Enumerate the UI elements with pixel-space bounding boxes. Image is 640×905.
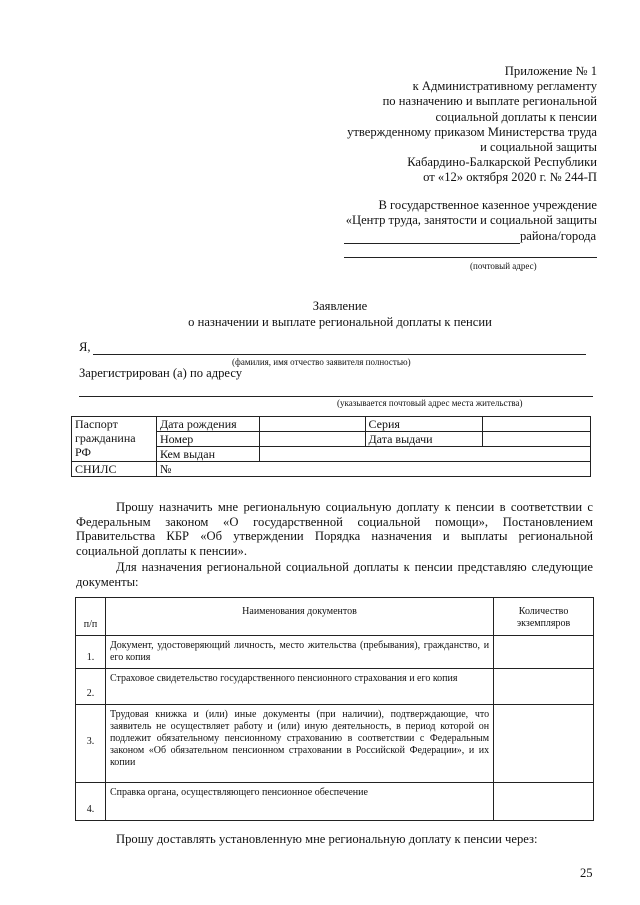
header-line: от «12» октября 2020 г. № 244-П <box>423 170 597 185</box>
name-caption: (фамилия, имя отчество заявителя полностью) <box>232 357 411 367</box>
request-text: Прошу назначить мне региональную социальную доплату к пенсии в соответствии с Федеральным законом «О государственной социальной помощи», Постановлением Правительства КБР «Об утверждении Порядка назначения и выплаты региональной социальной доплаты к пенсии». <box>76 500 593 558</box>
snils-field[interactable]: № <box>156 462 590 477</box>
header-line: к Административному регламенту <box>412 79 597 94</box>
addressee-line2: «Центр труда, занятости и социальной защиты <box>345 213 597 228</box>
applicant-name-line[interactable] <box>93 354 586 355</box>
row-count-field[interactable] <box>494 669 594 705</box>
address-caption: (указывается почтовый адрес места жительства) <box>337 398 523 408</box>
table-row <box>76 669 594 705</box>
birth-date-label: Дата рождения <box>156 417 259 432</box>
row-num: 2. <box>76 669 106 705</box>
row-text: Трудовая книжка и (или) иные документы (при наличии), подтверждающие, что заявитель не осуществляет работу и (или) иную деятельность, в период которой он подлежит обязательному пенсионному страхованию в соответствии с Федеральным законом «Об обязательном пенсионном страховании в Российской Федерации», и их копии <box>105 705 493 783</box>
document-title <box>160 298 520 330</box>
issue-date-field[interactable] <box>483 432 591 447</box>
ya-label: Я, <box>79 340 91 354</box>
row-text: Справка органа, осуществляющего пенсионное обеспечение <box>105 783 493 821</box>
appendix-header <box>277 64 597 186</box>
row-count-field[interactable] <box>494 783 594 821</box>
row-text: Страховое свидетельство государственного пенсионного страхования и его копия <box>105 669 493 705</box>
title-line1: Заявление <box>312 299 368 313</box>
postal-caption: (почтовый адрес) <box>470 261 537 271</box>
documents-intro-text: Для назначения региональной социальной доплаты к пенсии представляю следующие документы: <box>76 560 593 589</box>
header-line: по назначению и выплате региональной <box>382 94 597 109</box>
row-num: 3. <box>76 705 106 783</box>
series-label: Серия <box>365 417 483 432</box>
page-number: 25 <box>580 866 593 880</box>
col-header-name: Наименования документов <box>105 598 493 636</box>
table-row <box>76 783 594 821</box>
passport-label: Паспорт гражданина РФ <box>72 417 157 462</box>
row-text: Документ, удостоверяющий личность, место жительства (пребывания), гражданство, и его копия <box>105 636 493 669</box>
request-paragraph <box>76 500 593 558</box>
snils-label: СНИЛС <box>72 462 157 477</box>
delivery-paragraph <box>76 832 593 847</box>
district-blank-line[interactable] <box>344 243 520 244</box>
col-header-num: п/п <box>76 598 106 636</box>
row-num: 4. <box>76 783 106 821</box>
documents-table <box>75 597 594 821</box>
addressee-line1: В государственное казенное учреждение <box>378 198 597 212</box>
header-line: социальной доплаты к пенсии <box>435 109 597 124</box>
issued-by-label: Кем выдан <box>156 447 259 462</box>
col-header-count: Количество экземпляров <box>494 598 594 636</box>
addressee-block <box>277 198 597 228</box>
title-line2: о назначении и выплате региональной доплаты к пенсии <box>188 315 492 329</box>
address-line[interactable] <box>79 396 593 397</box>
number-label: Номер <box>156 432 259 447</box>
delivery-text: Прошу доставлять установленную мне региональную доплату к пенсии через: <box>116 832 538 846</box>
table-row <box>76 705 594 783</box>
addressee-line3-suffix: района/города <box>520 229 597 243</box>
issued-by-field[interactable] <box>259 447 590 462</box>
series-field[interactable] <box>483 417 591 432</box>
row-count-field[interactable] <box>494 636 594 669</box>
registered-label: Зарегистрирован (а) по адресу <box>79 366 243 380</box>
documents-intro-paragraph <box>76 560 593 589</box>
row-count-field[interactable] <box>494 705 594 783</box>
birth-date-field[interactable] <box>259 417 365 432</box>
number-field[interactable] <box>259 432 365 447</box>
header-line: Приложение № 1 <box>504 64 597 78</box>
row-num: 1. <box>76 636 106 669</box>
passport-table <box>71 416 591 477</box>
table-row <box>76 636 594 669</box>
header-line: утвержденному приказом Министерства труда <box>347 124 597 139</box>
issue-date-label: Дата выдачи <box>365 432 483 447</box>
postal-address-line[interactable] <box>344 257 597 258</box>
header-line: и социальной защиты <box>480 140 597 155</box>
header-line: Кабардино-Балкарской Республики <box>407 155 597 170</box>
